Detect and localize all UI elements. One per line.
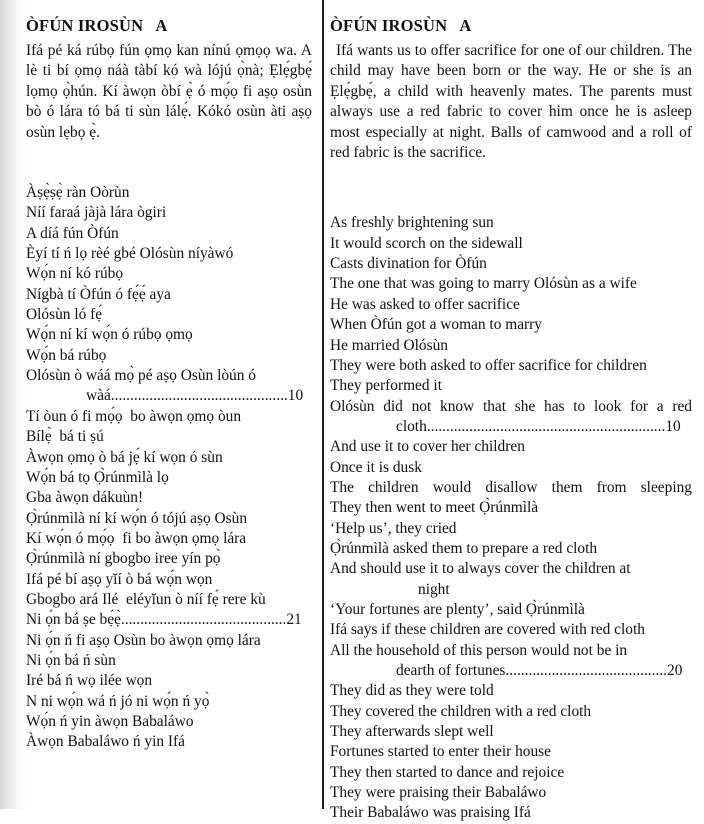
dot-leader: ...........................................................	[438, 417, 666, 435]
english-column	[330, 16, 692, 824]
english-verse-line: As freshly brightening sun	[330, 214, 494, 232]
dot-leader: ...........................................	[120, 611, 287, 629]
yoruba-verse-line: Wọ́n ní kí wọ́n ó rúbọ ọmọ	[26, 326, 193, 344]
yoruba-verse-line: Ifá pé bí aṣọ yĭí ò bá wọ́n wọn	[26, 570, 213, 588]
dot-leader: ..........................................	[505, 662, 668, 679]
english-verse-line: They then went to meet Ọ̀rúnmìlà	[330, 499, 539, 517]
english-verse-line: He married Olósùn	[330, 336, 448, 354]
yoruba-verse-line: Gba àwọn dákuùn!	[26, 489, 144, 507]
english-verse-line: Their Babaláwo was praising Ifá	[330, 804, 531, 822]
yoruba-verse-line: Kí wọ́n ó mọ́ọ fi bo àwọn ọmọ lára	[26, 529, 247, 547]
yoruba-verse-line: Olósùn ò wáá mọ̀ pé aṣọ Osùn lòún ó	[26, 367, 256, 385]
english-verse-line: And use it to cover her children	[330, 438, 525, 456]
yoruba-verse-line: Ọ̀rúnmìlà ní kí wọ́n ó tójú aṣọ Osùn	[26, 509, 248, 527]
yoruba-verse-line: Wọ́n bá tọ Ọ̀rúnmìlà lọ	[26, 468, 169, 486]
yoruba-verse-line: Iré bá ń wọ ilée wọn	[26, 672, 153, 690]
yoruba-verse-line	[26, 610, 312, 630]
column-divider	[322, 0, 324, 809]
english-verse-line: He was asked to offer sacrifice	[330, 295, 520, 313]
english-paragraph: Ifá wants us to offer sacrifice for one of our children. The child may have been born or the way. He or she is an Ẹlẹ́gbẹ́, a child with heavenly mates. The parents must always use a red fabric to cover him once he is asleep most especially at night. Balls of camwood and a roll of red fabric is the sacrifice.	[330, 42, 692, 162]
yoruba-verse-line: Ni ọ́n ń fi aṣọ Osùn bo àwọn ọmọ lára	[26, 631, 261, 649]
english-verse-line: And should use it to always cover the children at	[330, 560, 631, 578]
yoruba-verse-line: Wọ́n ní kó rúbọ	[26, 265, 124, 283]
verse-number: 21	[286, 611, 302, 629]
yoruba-paragraph: Ifá pé ká rúbọ fún ọmọ kan nínú ọmọọ wa. A lè ti bí ọmọ náà tàbí kó wà lójú ọ̀nà; Ẹlẹ́gbẹ́ lọmọ ọ̀hún. Kí àwọn òbí ẹ̀ ó mọ́ọ fi aṣọ osùn bò ó lára tó bá ti sùn lálẹ́. Kókó osùn àti aṣọ osùn lẹbọ ẹ̀.	[26, 42, 312, 141]
yoruba-column	[26, 16, 312, 753]
yoruba-verse-line-text: Ni ọ́n bá ṣe bẹ́ẹ̀	[26, 611, 121, 629]
english-verse-line: They performed it	[330, 377, 442, 395]
english-verse-line: The one that was going to marry Olósùn as a wife	[330, 275, 637, 293]
english-verse-line: ‘Help us’, they cried	[330, 519, 457, 537]
english-verse-line: Ifá says if these children are covered with red cloth	[330, 621, 645, 639]
english-verse-line: ‘Your fortunes are plenty’, said Ọ̀rúnmìlà	[330, 600, 585, 618]
yoruba-verse-line: Olósùn ló fẹ́	[26, 306, 103, 324]
english-verse-line: When Òfún got a woman to marry	[330, 316, 542, 334]
yoruba-verse-line: Wọ́n bá rúbọ	[26, 346, 107, 364]
yoruba-verse-line: Wọ́n ń yin àwọn Babaláwo	[26, 712, 194, 730]
yoruba-verse-line: Èyí tí ń lọ rèé gbé Olósùn níyàwó	[26, 245, 234, 263]
english-verse-line: night	[418, 580, 450, 598]
english-verse-line: All the household of this person would not be in	[330, 641, 628, 659]
english-verse-line: Once it is dusk	[330, 458, 422, 476]
yoruba-verse-line: Gbogbo ará Ilé eléyĭun ò níí fẹ́ rere kù	[26, 590, 266, 608]
yoruba-verse-spacer	[26, 143, 312, 183]
english-verse-line-text: dearth of fortunes	[396, 662, 506, 679]
verse-number: 10	[287, 387, 304, 405]
english-verse-line: Fortunes started to enter their house	[330, 743, 551, 761]
english-verse-line	[330, 417, 692, 437]
verse-number: 20	[667, 662, 683, 679]
english-heading: ÒFÚN IROSÙN A	[330, 16, 472, 35]
english-verse-spacer	[330, 163, 692, 213]
english-verse-line: They were both asked to offer sacrifice for children	[330, 356, 647, 374]
english-verse-line-text: cloth...	[396, 417, 439, 435]
yoruba-verse-line: Níí faraá jàjà lára ògiri	[26, 204, 167, 222]
yoruba-verse-line: Àwọn Babaláwo ń yin Ifá	[26, 733, 185, 751]
yoruba-verse-line: Ni ọ́n bá ń sùn	[26, 651, 116, 669]
english-verse-line: They did as they were told	[330, 682, 494, 700]
yoruba-verse-line: N ni wọ́n wá ń jó ni wọ́n ń yọ̀	[26, 692, 210, 710]
english-verse-line: Ọ̀rúnmìlà asked them to prepare a red cloth	[330, 539, 598, 557]
yoruba-heading: ÒFÚN IROSÙN A	[26, 16, 168, 35]
yoruba-verse-line: Àwọn ọmọ ò bá jẹ́ kí wọn ó sùn	[26, 448, 223, 466]
english-verse-line: They then started to dance and rejoice	[330, 763, 565, 781]
yoruba-verse-line: Nígbà tí Òfún ó fẹ́ẹ́ aya	[26, 285, 171, 303]
yoruba-verse	[26, 183, 312, 753]
yoruba-verse-line-text: wàá	[86, 387, 111, 405]
english-verse-line: They afterwards slept well	[330, 723, 494, 741]
scan-edge-shadow	[0, 0, 26, 809]
yoruba-verse-line: A díá fún Òfún	[26, 224, 119, 242]
yoruba-verse-line: Ọ̀rúnmìlà ní gbogbo iree yín pọ̀	[26, 550, 221, 568]
english-verse	[330, 213, 692, 823]
english-verse-line: Casts divination for Òfún	[330, 255, 487, 273]
english-verse-line: They covered the children with a red cloth	[330, 702, 592, 720]
yoruba-verse-line: Bílẹ̀ bá ti ṣú	[26, 428, 104, 446]
english-verse-line	[330, 661, 692, 681]
yoruba-verse-line: Tí òun ó fi mọ́ọ bo àwọn ọmọ òun	[26, 407, 242, 425]
yoruba-verse-line: Àṣẹ̀ṣẹ̀ ràn Oòrùn	[26, 184, 130, 202]
english-verse-line: They were praising their Babaláwo	[330, 784, 547, 802]
english-verse-line: The children would disallow them from sleeping	[330, 478, 692, 496]
dot-leader: ..............................................	[110, 387, 288, 405]
yoruba-verse-line	[26, 386, 312, 406]
english-verse-line: It would scorch on the sidewall	[330, 234, 523, 252]
verse-number: 10	[665, 417, 681, 435]
english-verse-line: Olósùn did not know that she has to look for a red	[330, 397, 692, 415]
